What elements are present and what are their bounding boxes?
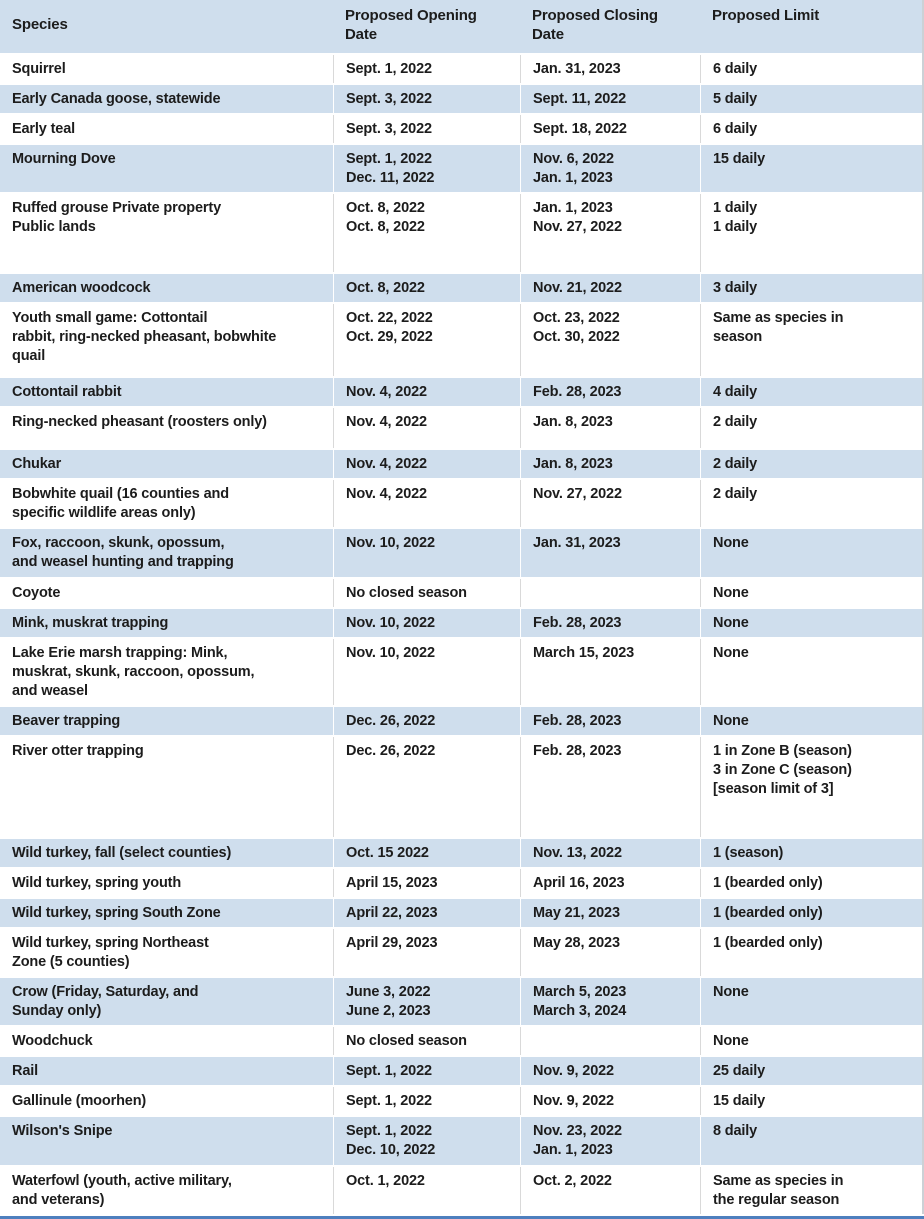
cell-closing-date-line: Nov. 13, 2022 (533, 845, 622, 861)
cell-limit (700, 529, 922, 577)
table-row (0, 272, 922, 302)
column-header-species-label: Species (12, 16, 68, 33)
table-row (0, 1055, 922, 1085)
cell-species (0, 609, 333, 637)
cell-opening-date-line: Nov. 4, 2022 (346, 384, 427, 400)
cell-species-line: Lake Erie marsh trapping: Mink, (12, 645, 228, 661)
table-row (0, 1115, 922, 1165)
cell-opening-date (333, 274, 520, 302)
cell-limit (700, 145, 922, 192)
cell-closing-date-line (533, 1032, 688, 1051)
cell-opening-date (333, 450, 520, 478)
cell-species-line: Sunday only) (12, 1003, 102, 1019)
cell-closing-date-line: Jan. 1, 2023 (533, 200, 613, 216)
cell-closing-date (520, 609, 700, 637)
table-row (0, 406, 922, 448)
table-row (0, 527, 922, 577)
cell-opening-date-line: Sept. 3, 2022 (346, 121, 432, 137)
cell-species (0, 929, 333, 976)
cell-closing-date (520, 85, 700, 113)
cell-closing-date-line: Oct. 2, 2022 (533, 1173, 612, 1189)
cell-closing-date (520, 450, 700, 478)
cell-opening-date (333, 579, 520, 607)
cell-species-line: River otter trapping (12, 743, 144, 759)
cell-limit (700, 839, 922, 867)
cell-closing-date (520, 1087, 700, 1115)
cell-species-line: Wild turkey, fall (select counties) (12, 845, 232, 861)
cell-closing-date (520, 378, 700, 406)
cell-limit (700, 1117, 922, 1165)
cell-limit-line: None (713, 713, 749, 729)
table-row (0, 478, 922, 527)
cell-species-line: and veterans) (12, 1192, 105, 1208)
cell-species (0, 869, 333, 897)
cell-limit-line: 25 daily (713, 1063, 765, 1079)
cell-species-line: Early teal (12, 121, 75, 137)
cell-opening-date (333, 1117, 520, 1165)
cell-opening-date (333, 115, 520, 143)
table-body (0, 53, 922, 1214)
table-row (0, 976, 922, 1025)
cell-opening-date (333, 899, 520, 927)
column-header-closing-date (520, 0, 700, 53)
cell-species-line: Gallinule (moorhen) (12, 1093, 147, 1109)
cell-opening-date (333, 609, 520, 637)
cell-limit-line: 15 daily (713, 151, 765, 167)
cell-species (0, 145, 333, 192)
cell-closing-date-line: March 5, 2023 (533, 984, 627, 1000)
cell-opening-date-line: Sept. 1, 2022 (346, 1093, 432, 1109)
cell-limit (700, 639, 922, 705)
cell-species-line: Bobwhite quail (16 counties and (12, 486, 229, 502)
cell-closing-date (520, 408, 700, 448)
cell-species-line: Ring-necked pheasant (roosters only) (12, 414, 267, 430)
cell-species-line: Rail (12, 1063, 38, 1079)
cell-species-line: Mourning Dove (12, 151, 116, 167)
cell-opening-date-line: Oct. 8, 2022 (346, 280, 425, 296)
cell-closing-date-line: Nov. 27, 2022 (533, 486, 622, 502)
table-row (0, 143, 922, 192)
cell-species (0, 839, 333, 867)
cell-closing-date-line: Nov. 21, 2022 (533, 280, 622, 296)
cell-opening-date-line: No closed season (346, 585, 467, 601)
cell-opening-date (333, 529, 520, 577)
cell-opening-date (333, 869, 520, 897)
cell-closing-date-line: Jan. 1, 2023 (533, 170, 613, 186)
cell-opening-date-line: Sept. 3, 2022 (346, 91, 432, 107)
table-row (0, 897, 922, 927)
cell-species-line: American woodcock (12, 280, 151, 296)
cell-species (0, 978, 333, 1025)
cell-closing-date-line: Nov. 9, 2022 (533, 1063, 614, 1079)
cell-species-line: quail (12, 348, 46, 364)
table-row (0, 577, 922, 607)
cell-limit-line: Same as species in (713, 310, 844, 326)
cell-species (0, 450, 333, 478)
cell-species-line: Crow (Friday, Saturday, and (12, 984, 199, 1000)
column-header-opening-date (333, 0, 520, 53)
cell-species-line: Youth small game: Cottontail (12, 310, 208, 326)
cell-closing-date (520, 899, 700, 927)
cell-species (0, 1057, 333, 1085)
cell-limit (700, 408, 922, 448)
cell-species-line: Early Canada goose, statewide (12, 91, 221, 107)
table-row (0, 448, 922, 478)
cell-limit-line: season (713, 329, 763, 345)
cell-closing-date (520, 869, 700, 897)
cell-limit (700, 707, 922, 735)
cell-species (0, 480, 333, 527)
cell-closing-date-line: Nov. 23, 2022 (533, 1123, 622, 1139)
cell-limit-line: None (713, 615, 749, 631)
cell-opening-date-line: Sept. 1, 2022 (346, 61, 432, 77)
cell-opening-date (333, 929, 520, 976)
table-row (0, 927, 922, 976)
cell-closing-date (520, 1027, 700, 1055)
cell-closing-date-line: March 15, 2023 (533, 645, 635, 661)
cell-closing-date (520, 304, 700, 376)
cell-species-line: Zone (5 counties) (12, 954, 130, 970)
cell-limit-line: 1 (bearded only) (713, 875, 823, 891)
table-row (0, 1085, 922, 1115)
cell-limit (700, 579, 922, 607)
cell-species-line: Squirrel (12, 61, 66, 77)
cell-limit-line: [season limit of 3] (713, 781, 834, 797)
cell-closing-date (520, 707, 700, 735)
cell-limit (700, 304, 922, 376)
cell-species-line: rabbit, ring-necked pheasant, bobwhite (12, 329, 277, 345)
cell-limit-line: None (713, 984, 749, 1000)
cell-opening-date (333, 978, 520, 1025)
cell-opening-date-line: Oct. 8, 2022 (346, 219, 425, 235)
cell-closing-date (520, 978, 700, 1025)
cell-opening-date-line: Nov. 4, 2022 (346, 456, 427, 472)
table-row (0, 192, 922, 272)
cell-closing-date-line: Feb. 28, 2023 (533, 384, 622, 400)
cell-limit (700, 1057, 922, 1085)
cell-closing-date (520, 839, 700, 867)
cell-species (0, 1027, 333, 1055)
cell-opening-date-line: April 22, 2023 (346, 905, 438, 921)
table-row (0, 837, 922, 867)
cell-opening-date-line: June 3, 2022 (346, 984, 431, 1000)
cell-limit-line: 1 daily (713, 219, 758, 235)
cell-opening-date-line: Nov. 4, 2022 (346, 414, 427, 430)
cell-limit-line: 6 daily (713, 61, 758, 77)
column-header-closing-date-label: Proposed Closing Date (532, 7, 658, 43)
cell-limit (700, 899, 922, 927)
cell-limit (700, 1167, 922, 1214)
cell-closing-date-line: Jan. 8, 2023 (533, 456, 613, 472)
cell-closing-date-line: Jan. 31, 2023 (533, 61, 621, 77)
cell-species (0, 579, 333, 607)
cell-opening-date (333, 1167, 520, 1214)
cell-species (0, 737, 333, 837)
cell-limit-line: 6 daily (713, 121, 758, 137)
cell-species-line: Beaver trapping (12, 713, 121, 729)
cell-opening-date (333, 480, 520, 527)
cell-species (0, 639, 333, 705)
column-header-limit (700, 0, 922, 53)
cell-opening-date (333, 707, 520, 735)
cell-opening-date-line: Sept. 1, 2022 (346, 1123, 432, 1139)
table-row (0, 376, 922, 406)
cell-closing-date-line: Nov. 6, 2022 (533, 151, 614, 167)
cell-limit-line: 8 daily (713, 1123, 758, 1139)
cell-limit-line: None (713, 585, 749, 601)
table-row (0, 83, 922, 113)
column-header-limit-label: Proposed Limit (712, 7, 820, 24)
cell-species-line: Ruffed grouse Private property (12, 200, 222, 216)
cell-limit-line: 1 (season) (713, 845, 784, 861)
cell-opening-date (333, 55, 520, 83)
cell-closing-date-line: Oct. 30, 2022 (533, 329, 620, 345)
table-row (0, 867, 922, 897)
cell-limit-line: 2 daily (713, 456, 758, 472)
cell-closing-date (520, 1117, 700, 1165)
cell-opening-date (333, 304, 520, 376)
cell-opening-date (333, 85, 520, 113)
cell-opening-date-line: Oct. 29, 2022 (346, 329, 433, 345)
cell-limit (700, 378, 922, 406)
cell-species (0, 378, 333, 406)
cell-closing-date (520, 579, 700, 607)
cell-opening-date (333, 145, 520, 192)
cell-opening-date (333, 737, 520, 837)
cell-species-line: Waterfowl (youth, active military, (12, 1173, 232, 1189)
cell-limit-line: None (713, 645, 749, 661)
cell-species-line: and weasel (12, 683, 88, 699)
cell-limit (700, 929, 922, 976)
cell-species (0, 55, 333, 83)
table-row (0, 607, 922, 637)
table-row (0, 1165, 922, 1214)
cell-closing-date-line (533, 584, 688, 603)
column-header-opening-date-label: Proposed Opening Date (345, 7, 477, 43)
cell-limit-line: None (713, 1033, 749, 1049)
cell-opening-date-line: Dec. 26, 2022 (346, 713, 436, 729)
cell-species (0, 899, 333, 927)
cell-opening-date-line: Sept. 1, 2022 (346, 1063, 432, 1079)
cell-species-line: Fox, raccoon, skunk, opossum, (12, 535, 225, 551)
cell-limit-line: 4 daily (713, 384, 758, 400)
cell-closing-date-line: Feb. 28, 2023 (533, 743, 622, 759)
cell-limit (700, 609, 922, 637)
cell-opening-date-line: June 2, 2023 (346, 1003, 431, 1019)
table-row (0, 1025, 922, 1055)
cell-limit (700, 115, 922, 143)
cell-limit-line: 3 daily (713, 280, 758, 296)
table-row (0, 637, 922, 705)
cell-opening-date-line: Oct. 1, 2022 (346, 1173, 425, 1189)
cell-limit (700, 978, 922, 1025)
cell-species (0, 1117, 333, 1165)
cell-closing-date-line: Feb. 28, 2023 (533, 615, 622, 631)
cell-species (0, 85, 333, 113)
cell-opening-date-line: Oct. 22, 2022 (346, 310, 433, 326)
cell-closing-date-line: Oct. 23, 2022 (533, 310, 620, 326)
cell-opening-date (333, 1027, 520, 1055)
cell-opening-date-line: Nov. 10, 2022 (346, 615, 435, 631)
cell-limit-line: 5 daily (713, 91, 758, 107)
cell-opening-date (333, 194, 520, 272)
cell-opening-date-line: Dec. 10, 2022 (346, 1142, 436, 1158)
cell-species-line: muskrat, skunk, raccoon, opossum, (12, 664, 255, 680)
cell-opening-date (333, 378, 520, 406)
cell-species (0, 1087, 333, 1115)
cell-closing-date (520, 929, 700, 976)
cell-opening-date (333, 839, 520, 867)
cell-species-line: specific wildlife areas only) (12, 505, 196, 521)
cell-opening-date (333, 639, 520, 705)
cell-closing-date-line: Jan. 31, 2023 (533, 535, 621, 551)
cell-limit (700, 1027, 922, 1055)
cell-closing-date-line: Jan. 8, 2023 (533, 414, 613, 430)
cell-species-line: and weasel hunting and trapping (12, 554, 234, 570)
cell-closing-date (520, 480, 700, 527)
cell-closing-date (520, 115, 700, 143)
cell-opening-date-line: Nov. 10, 2022 (346, 645, 435, 661)
cell-species (0, 194, 333, 272)
cell-species-line: Coyote (12, 585, 61, 601)
cell-species (0, 707, 333, 735)
cell-species-line: Chukar (12, 456, 62, 472)
cell-opening-date-line: Nov. 4, 2022 (346, 486, 427, 502)
cell-opening-date-line: Nov. 10, 2022 (346, 535, 435, 551)
cell-opening-date-line: Oct. 8, 2022 (346, 200, 425, 216)
cell-species (0, 274, 333, 302)
cell-closing-date-line: Sept. 11, 2022 (533, 91, 627, 107)
cell-limit-line: 2 daily (713, 486, 758, 502)
cell-limit (700, 737, 922, 837)
cell-limit (700, 869, 922, 897)
cell-limit-line: 1 daily (713, 200, 758, 216)
cell-opening-date-line: April 15, 2023 (346, 875, 438, 891)
cell-opening-date (333, 1057, 520, 1085)
cell-limit (700, 450, 922, 478)
cell-closing-date (520, 274, 700, 302)
cell-species (0, 115, 333, 143)
cell-limit-line: Same as species in (713, 1173, 844, 1189)
cell-closing-date (520, 55, 700, 83)
cell-limit (700, 194, 922, 272)
table-row (0, 705, 922, 735)
cell-limit-line: 1 (bearded only) (713, 935, 823, 951)
cell-limit-line: 2 daily (713, 414, 758, 430)
cell-limit-line: None (713, 535, 749, 551)
cell-closing-date (520, 737, 700, 837)
table-row (0, 302, 922, 376)
cell-species-line: Public lands (12, 219, 96, 235)
table-row (0, 53, 922, 83)
cell-species-line: Wild turkey, spring South Zone (12, 905, 221, 921)
cell-limit-line: 3 in Zone C (season) (713, 762, 852, 778)
table-row (0, 735, 922, 837)
cell-closing-date (520, 145, 700, 192)
cell-species (0, 529, 333, 577)
cell-limit-line: 1 in Zone B (season) (713, 743, 852, 759)
cell-opening-date-line: Dec. 26, 2022 (346, 743, 436, 759)
cell-limit-line: 15 daily (713, 1093, 765, 1109)
cell-closing-date-line: Nov. 27, 2022 (533, 219, 622, 235)
cell-species-line: Wild turkey, spring Northeast (12, 935, 209, 951)
cell-closing-date-line: Sept. 18, 2022 (533, 121, 627, 137)
cell-closing-date-line: April 16, 2023 (533, 875, 625, 891)
cell-closing-date (520, 1057, 700, 1085)
cell-species-line: Wilson's Snipe (12, 1123, 113, 1139)
cell-opening-date-line: Sept. 1, 2022 (346, 151, 432, 167)
cell-closing-date (520, 639, 700, 705)
cell-closing-date-line: May 28, 2023 (533, 935, 620, 951)
cell-species (0, 304, 333, 376)
cell-opening-date-line: Dec. 11, 2022 (346, 170, 435, 186)
cell-closing-date (520, 1167, 700, 1214)
cell-closing-date-line: May 21, 2023 (533, 905, 620, 921)
cell-species (0, 408, 333, 448)
cell-limit-line: the regular season (713, 1192, 840, 1208)
cell-opening-date-line: No closed season (346, 1033, 467, 1049)
cell-limit-line: 1 (bearded only) (713, 905, 823, 921)
cell-closing-date (520, 194, 700, 272)
cell-species (0, 1167, 333, 1214)
cell-species-line: Cottontail rabbit (12, 384, 122, 400)
column-header-species (0, 0, 333, 53)
cell-opening-date (333, 1087, 520, 1115)
table-header-row (0, 0, 922, 53)
table-row (0, 113, 922, 143)
cell-opening-date-line: April 29, 2023 (346, 935, 438, 951)
cell-limit (700, 55, 922, 83)
cell-limit (700, 274, 922, 302)
cell-closing-date-line: Feb. 28, 2023 (533, 713, 622, 729)
cell-limit (700, 1087, 922, 1115)
cell-opening-date (333, 408, 520, 448)
cell-closing-date-line: Jan. 1, 2023 (533, 1142, 613, 1158)
cell-limit (700, 85, 922, 113)
cell-species-line: Mink, muskrat trapping (12, 615, 169, 631)
cell-limit (700, 480, 922, 527)
cell-closing-date-line: March 3, 2024 (533, 1003, 627, 1019)
cell-closing-date-line: Nov. 9, 2022 (533, 1093, 614, 1109)
cell-closing-date (520, 529, 700, 577)
cell-species-line: Woodchuck (12, 1033, 93, 1049)
cell-species-line: Wild turkey, spring youth (12, 875, 182, 891)
cell-opening-date-line: Oct. 15 2022 (346, 845, 429, 861)
